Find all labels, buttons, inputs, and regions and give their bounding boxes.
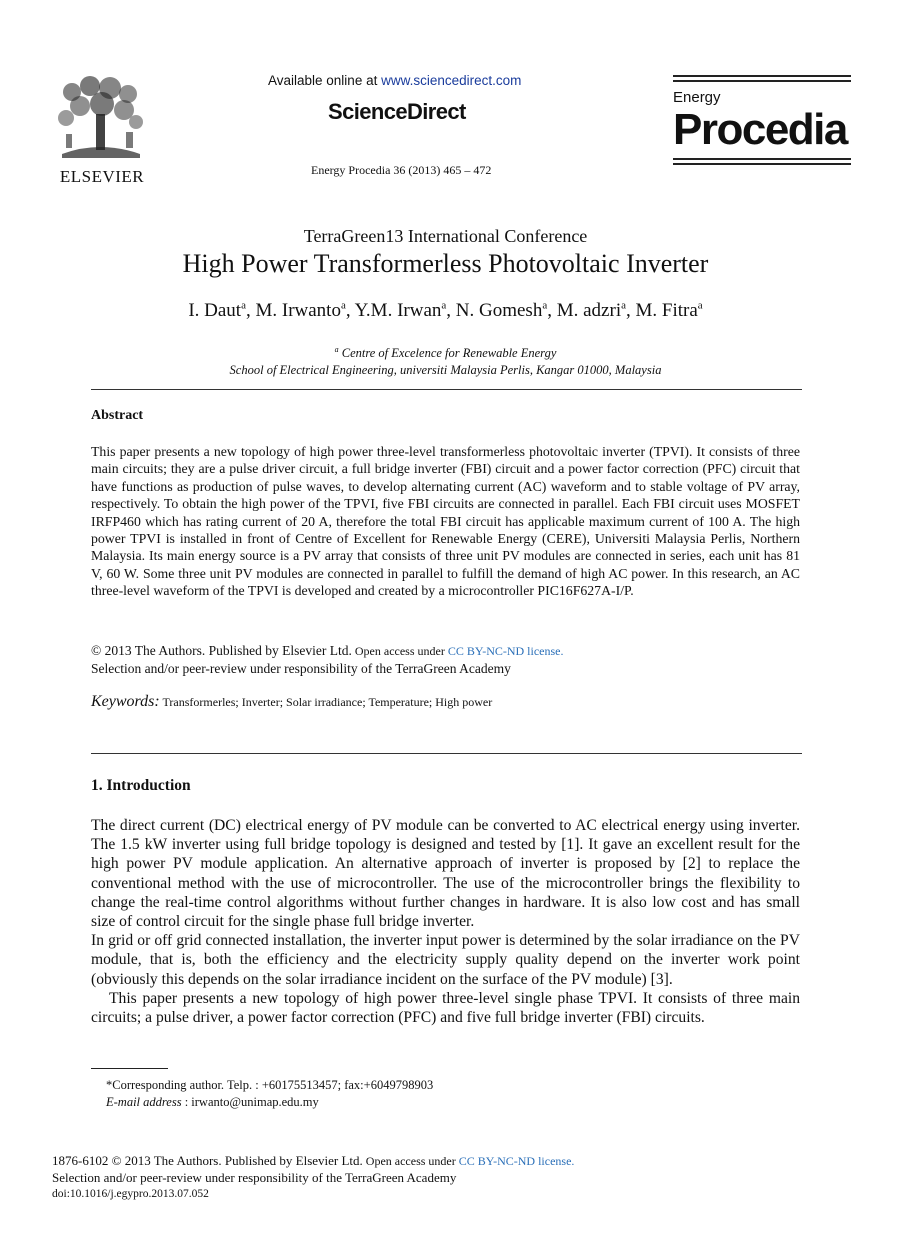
elsevier-tree-icon [52, 74, 148, 160]
journal-word-energy: Energy [673, 89, 721, 106]
license-link[interactable]: CC BY-NC-ND license. [447, 644, 564, 658]
footnote: *Corresponding author. Telp. : +60175513457; fax:+6049798903 E-mail address : irwanto@unimap.edu.my [106, 1078, 434, 1109]
author: M. Fitra$^a$ [635, 300, 703, 322]
footnote-rule [91, 1068, 168, 1069]
copyright-block: © 2013 The Authors. Published by Elsevier Ltd. Open access under CC BY-NC-ND license. Selection and/or peer-review under responsibility of the TerraGreen Academy [91, 643, 564, 676]
author-list [0, 300, 891, 322]
elsevier-logo [52, 74, 152, 187]
abstract-text: This paper presents a new topology of high power three-level transformerless photovoltaic inverter (TPVI). It consists of three main circuits; they are a pulse driver circuit, a full bridge inverter (FBI) circuit and a power factor correction (PFC) circuit that have functions as production of pulse waves, to develop alternating current (AC) waveform and to stable voltage of PV array, respectively. To obtain the high power of the TPVI, five FBI circuits are connected in parallel. Each FBI circuit uses MOSFET IRFP460 which has rating current of 20 A, therefore the total FBI circuit has applicable maximum current of 100 A. The high power TPVI is installed in front of Centre of Excellent for Renewable Energy (CERE), Universiti Malaysia Perlis, Northern Malaysia. Its main energy source is a PV array that consists of three unit PV modules are connected in series, each unit has 81 V, 60 W. Some three unit PV modules are connected in parallel to fulfill the demand of high AC power. In this research, an AC three-level waveform of the TPVI is developed and created by a microcontroller PIC16F627A-I/P. [91, 444, 800, 599]
paper-title: High Power Transformerless Photovoltaic Inverter [182, 249, 709, 278]
publisher-name: ELSEVIER [59, 167, 145, 186]
abstract-heading: Abstract [91, 408, 144, 423]
author: Y.M. Irwan$^a$, [354, 300, 456, 322]
available-online: Available online at www.sciencedirect.com [268, 73, 522, 88]
footer-license-link[interactable]: CC BY-NC-ND license. [458, 1154, 575, 1168]
paragraph: In grid or off grid connected installation, the inverter input power is determined by the solar irradiance on the PV module, that is, both the efficiency and the electricity supply quality depend on the inverter work point (obviously this depends on the solar irradiance incident on the surface of the PV module) [3]. [91, 932, 800, 988]
page-footer: 1876-6102 © 2013 The Authors. Published by Elsevier Ltd. Open access under CC BY-NC-ND license. Selection and/or peer-review under responsibility of the TerraGreen Academy doi:10.1016/j.egypro.2013.07.052 [52, 1153, 574, 1203]
divider [91, 389, 802, 390]
doi: doi:10.1016/j.egypro.2013.07.052 [52, 1188, 209, 1200]
keywords: Keywords: Transformerles; Inverter; Solar irradiance; Temperature; High power [91, 693, 493, 710]
sciencedirect-logo: ScienceDirect [328, 99, 466, 124]
sciencedirect-link[interactable]: www.sciencedirect.com [381, 73, 522, 88]
paragraph: The direct current (DC) electrical energy of PV module can be converted to AC electrical energy using inverter. The 1.5 kW inverter using full bridge topology is designed and tested by [1]. It gave an excellent result for the high power PV module application. An alternative approach of inverter is proposed by [2] to replace the conventional method with the use of microcontroller. The use of the microcontroller brings the flexibility to change the real-time control algorithms without further changes in hardware. It is also low cost and has small size of control circuit for the single phase full bridge inverter. [91, 817, 800, 931]
author: I. Daut$^a$, [188, 300, 256, 322]
energy-procedia-logo [673, 75, 851, 168]
section-heading-introduction: 1. Introduction [91, 777, 191, 794]
author: N. Gomesh$^a$, [455, 300, 557, 322]
author: M. Irwanto$^a$, [255, 300, 355, 322]
author: M. adzri$^a$, [556, 300, 636, 322]
journal-reference: Energy Procedia 36 (2013) 465 – 472 [311, 163, 492, 177]
paragraph: This paper presents a new topology of high power three-level single phase TPVI. It consists of three main circuits; a pulse driver, a power factor correction (PFC) and five full bridge inverter (FBI) circuits. [91, 989, 800, 1027]
affiliation: $^a$ Centre of Excelence for Renewable Energy School of Electrical Engineering, universiti Malaysia Perlis, Kangar 01000, Malaysia [229, 345, 662, 378]
introduction-text [91, 816, 800, 1027]
divider [91, 753, 802, 754]
journal-word-procedia: Procedia [673, 105, 847, 154]
conference-name: TerraGreen13 International Conference [303, 226, 588, 246]
